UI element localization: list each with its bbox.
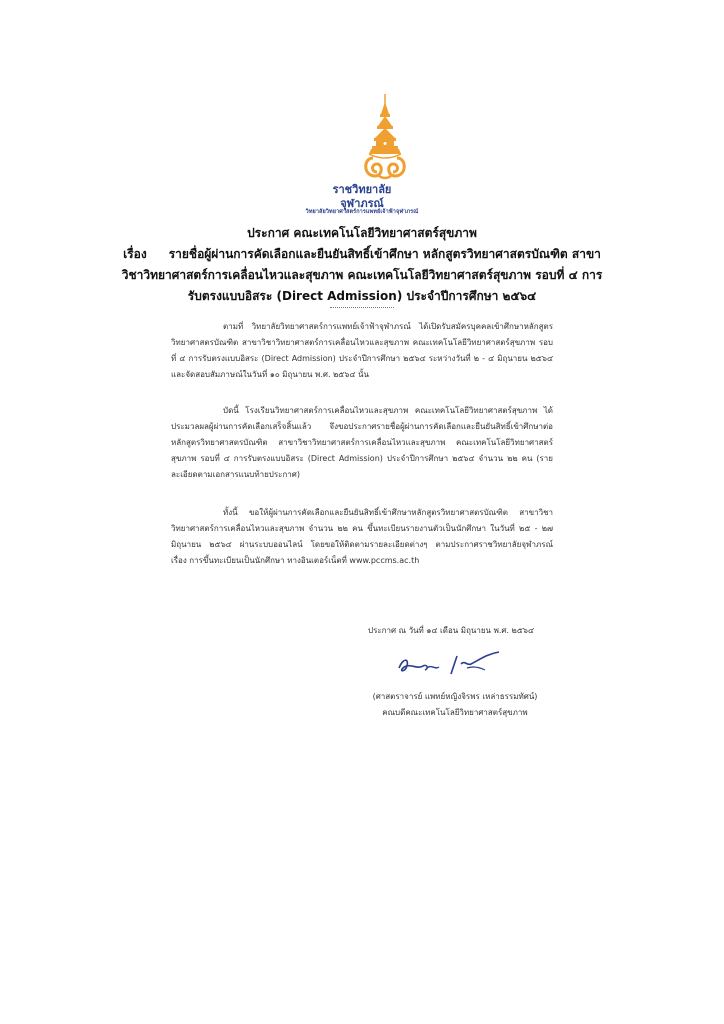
paragraph-line: ทั้งนี้ ขอให้ผู้ผ่านการคัดเลือกและยืนยันสิทธิ์เข้าศึกษาหลักสูตรวิทยาศาสตรบัณฑิต สาขาวิชา <box>223 508 553 517</box>
subject-text-1: รายชื่อผู้ผ่านการคัดเลือกและยืนยันสิทธิ์เข้าศึกษา หลักสูตรวิทยาศาสตรบัณฑิต สาขา <box>168 247 601 261</box>
subject-line-1 <box>0 245 724 264</box>
paragraph-line: บัดนี้ โรงเรียนวิทยาศาสตร์การเคลื่อนไหวและสุขภาพ คณะเทคโนโลยีวิทยาศาสตร์สุขภาพ ได้ <box>223 406 553 415</box>
paragraph-line: วิทยาศาสตร์การเคลื่อนไหวและสุขภาพ จำนวน ๒๒ คน ขึ้นทะเบียนรายงานตัวเป็นนักศึกษา ในวันที่ ๒๕ - ๒๗ <box>171 524 553 533</box>
paragraph-2 <box>171 403 553 483</box>
paragraph-line: และจัดสอบสัมภาษณ์ในวันที่ ๑๐ มิถุนายน พ.ศ. ๒๕๖๔ นั้น <box>171 370 369 379</box>
subject-label: เรื่อง <box>123 247 147 261</box>
handwritten-signature <box>395 648 510 678</box>
announcement-date: ประกาศ ณ วันที่ ๑๔ เดือน มิถุนายน พ.ศ. ๒๕๖๔ <box>368 626 535 635</box>
paragraph-line: เรื่อง การขึ้นทะเบียนเป็นนักศึกษา ทางอินเตอร์เน็ตที่ www.pccms.ac.th <box>171 556 420 565</box>
letterhead-org-line3: วิทยาลัยวิทยาศาสตร์การแพทย์เจ้าฟ้าจุฬาภรณ์ <box>305 209 419 215</box>
signer-position: คณบดีคณะเทคโนโลยีวิทยาศาสตร์สุขภาพ <box>382 708 528 717</box>
paragraph-line: สุขภาพ รอบที่ ๔ การรับตรงแบบอิสระ (Direct Admission) ประจำปีการศึกษา ๒๕๖๔ จำนวน ๒๒ คน (ราย <box>171 454 553 463</box>
paragraph-1 <box>171 319 553 383</box>
paragraph-line: วิทยาศาสตรบัณฑิต สาขาวิชาวิทยาศาสตร์การเคลื่อนไหวและสุขภาพ คณะเทคโนโลยีวิทยาศาสตร์สุขภาพ รอบ <box>171 338 553 347</box>
subject-line-3: รับตรงแบบอิสระ (Direct Admission) ประจำปีการศึกษา ๒๕๖๔ <box>187 289 537 303</box>
subject-line-2: วิชาวิทยาศาสตร์การเคลื่อนไหวและสุขภาพ คณะเทคโนโลยีวิทยาศาสตร์สุขภาพ รอบที่ ๔ การ <box>121 268 603 282</box>
dotted-separator <box>330 307 394 308</box>
paragraph-line: ที่ ๔ การรับตรงแบบอิสระ (Direct Admission) ประจำปีการศึกษา ๒๕๖๔ ระหว่างวันที่ ๒ - ๔ มิถุนายน ๒๕๖๔ <box>171 354 553 363</box>
signature-icon <box>395 648 510 678</box>
letterhead-org-line1: ราชวิทยาลัย <box>332 183 392 196</box>
paragraph-3 <box>171 505 553 569</box>
signer-name: (ศาสตราจารย์ แพทย์หญิงจิรพร เหล่าธรรมทัศน์) <box>372 692 538 701</box>
paragraph-line: ประมวลผลผู้ผ่านการคัดเลือกเสร็จสิ้นแล้ว จึงขอประกาศรายชื่อผู้ผ่านการคัดเลือกและยืนยันสิทธิ์เข้าศึกษาต่อ <box>171 422 553 431</box>
paragraph-line: หลักสูตรวิทยาศาสตรบัณฑิต สาขาวิชาวิทยาศาสตร์การเคลื่อนไหวและสุขภาพ คณะเทคโนโลยีวิทยาศาสตร์ <box>171 438 553 447</box>
paragraph-line: มิถุนายน ๒๕๖๔ ผ่านระบบออนไลน์ โดยขอให้ติดตามรายละเอียดต่างๆ ตามประกาศราชวิทยาลัยจุฬาภรณ์ <box>171 540 553 549</box>
paragraph-line: ตามที่ วิทยาลัยวิทยาศาสตร์การแพทย์เจ้าฟ้าจุฬาภรณ์ ได้เปิดรับสมัครบุคคลเข้าศึกษาหลักสูตร <box>223 322 553 331</box>
letterhead-org-line2: จุฬาภรณ์ <box>340 197 384 210</box>
paragraph-line: ละเอียดตามเอกสารแนบท้ายประกาศ) <box>171 470 300 479</box>
announcement-title: ประกาศ คณะเทคโนโลยีวิทยาศาสตร์สุขภาพ <box>247 226 477 240</box>
